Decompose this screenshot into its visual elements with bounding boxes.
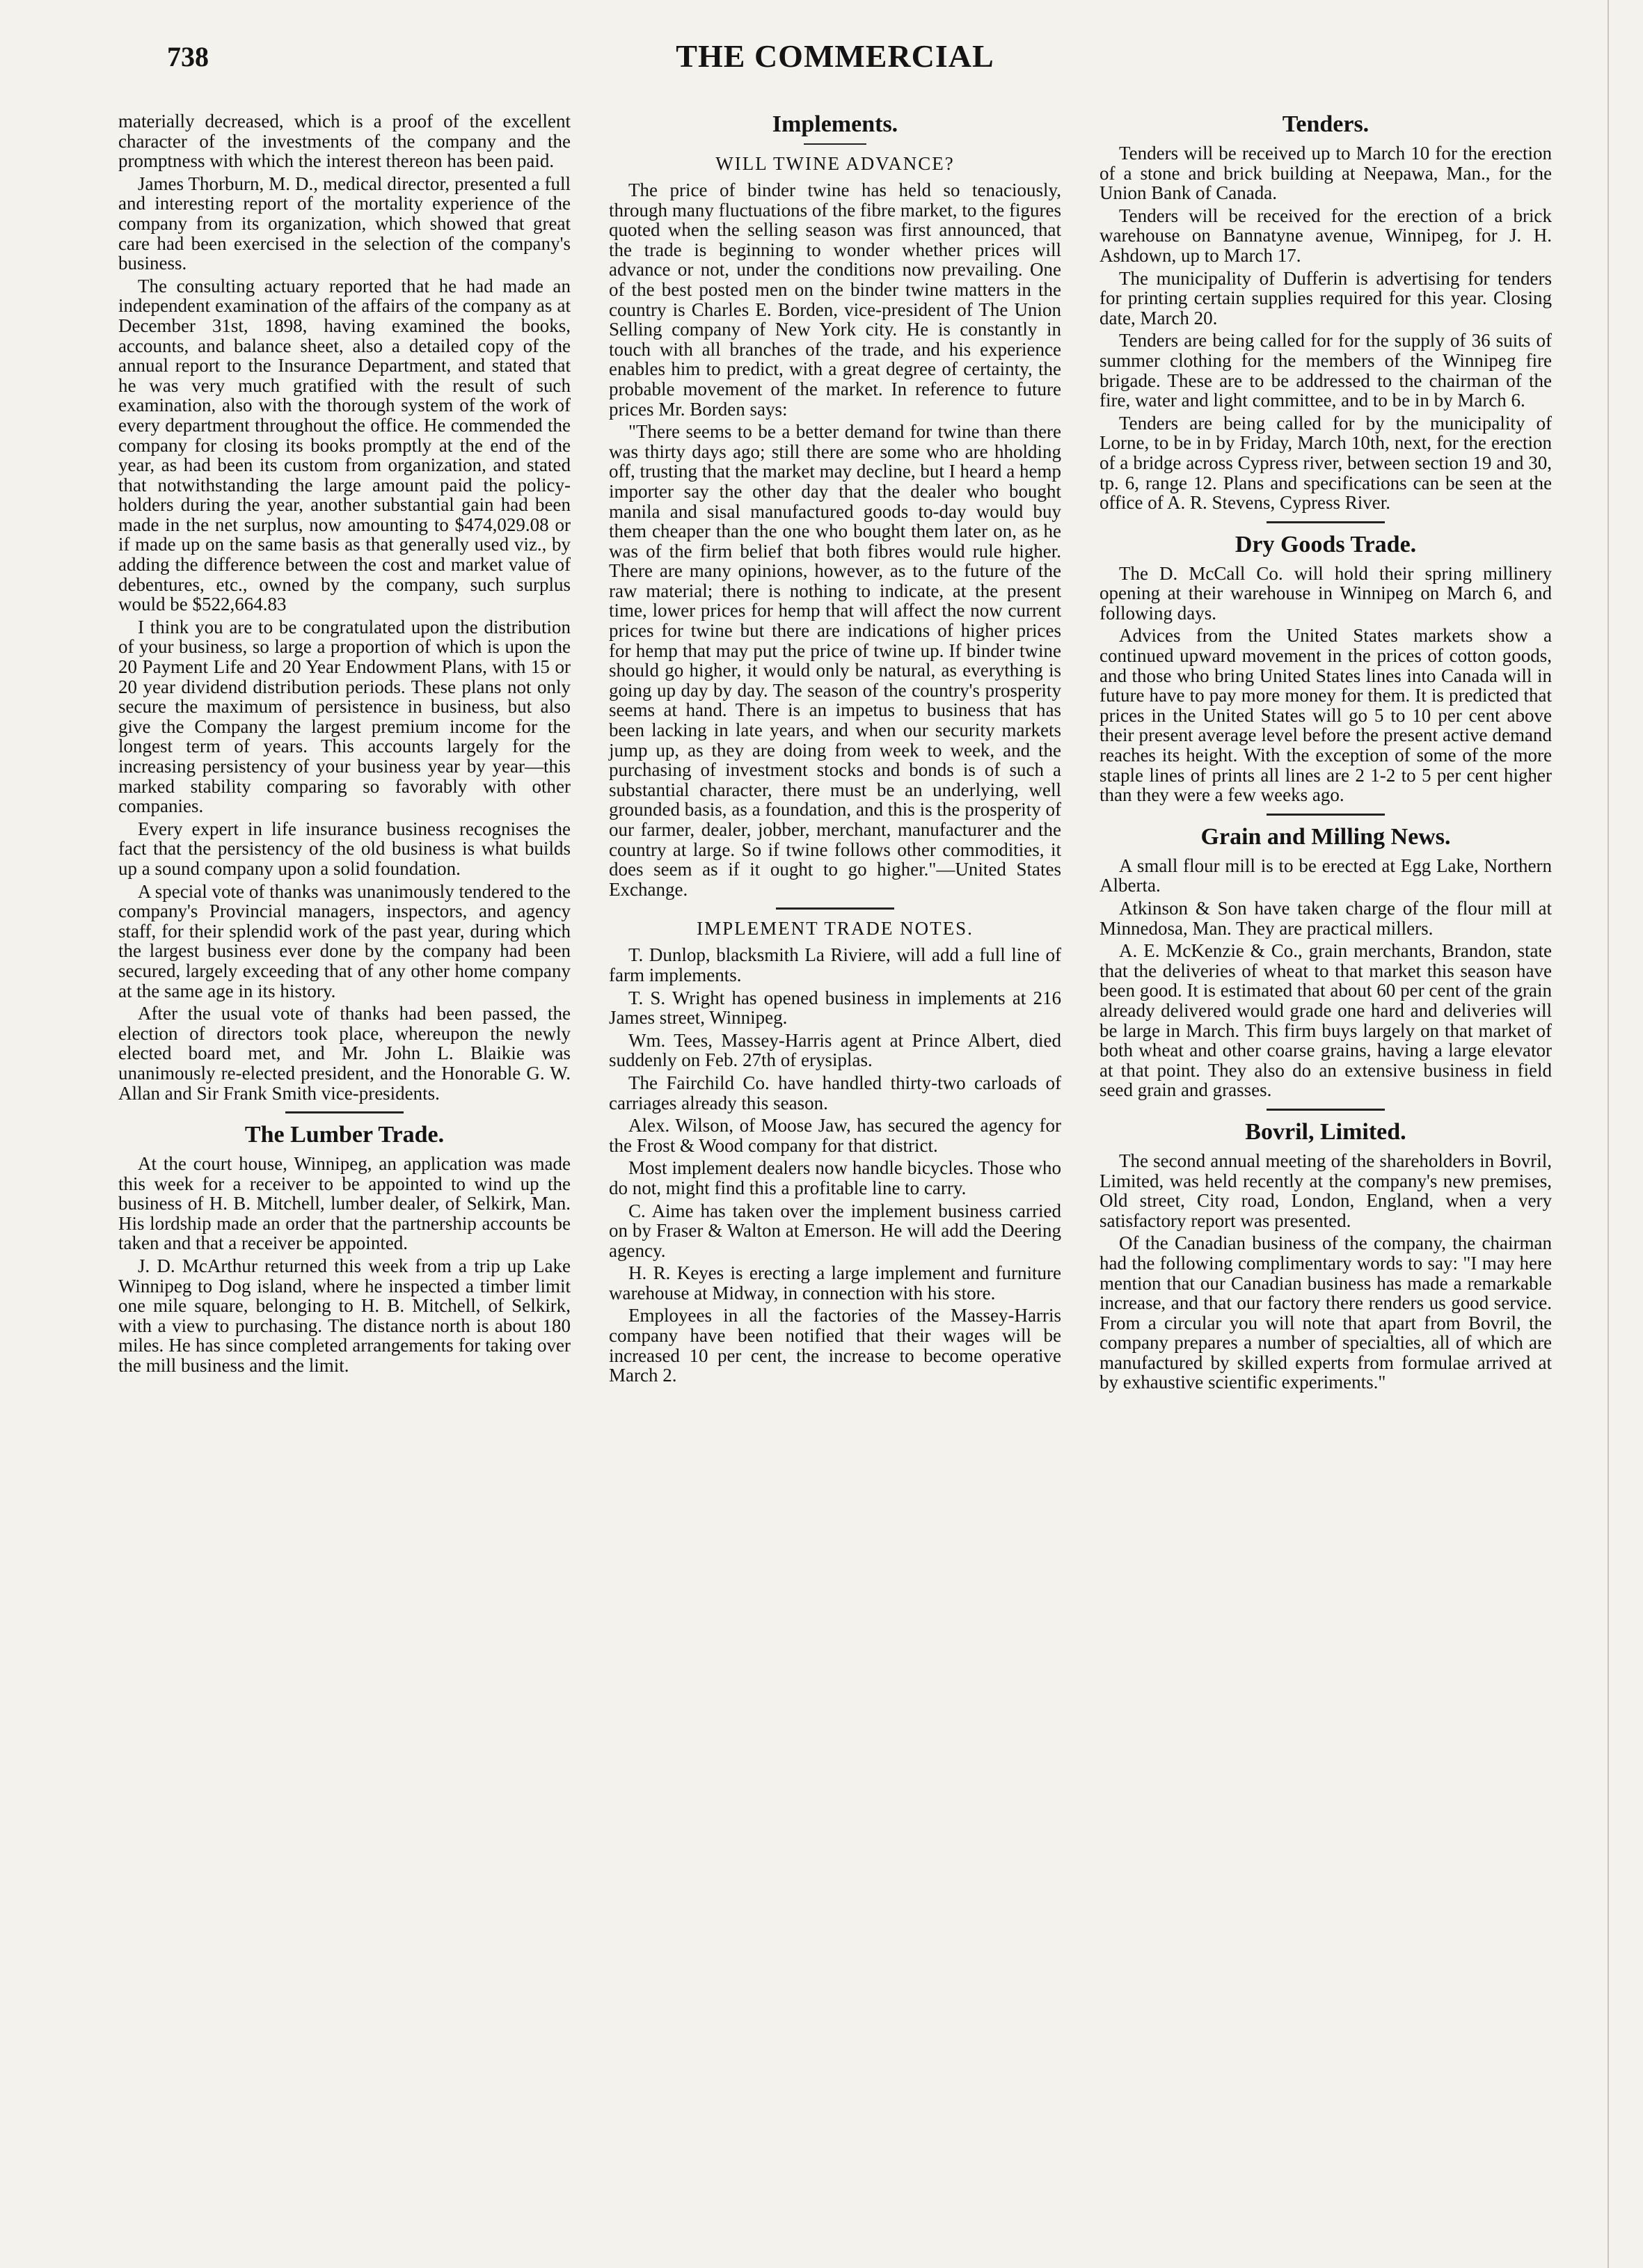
news-item: Tenders will be received up to March 10 for the erection of a stone and brick building at Neepawa, Man., for the Union Bank of Canada. — [1100, 143, 1552, 204]
section-rule — [776, 907, 894, 910]
news-item: Tenders are being called for for the supply of 36 suits of summer clothing for the members of the Winnipeg fire brigade. These are to be addressed to the chairman of the fire, water and light committee, and to be in by March 6. — [1100, 330, 1552, 411]
twine-subheading: WILL TWINE ADVANCE? — [715, 153, 955, 174]
news-item: Of the Canadian business of the company, the chairman had the following complimentary words to say: "I may here mention that our Canadian business has made a remarkable increase, and that our factory there renders us good service. From a circular you will note that apart from Bovril, the company prepares a number of specialties, all of which are manufactured by skilled experts from formulae arrived at by exhaustive scientific experiments." — [1100, 1232, 1552, 1393]
dry-goods-heading: Dry Goods Trade. — [1235, 531, 1417, 557]
news-item: The Fairchild Co. have handled thirty-two carloads of carriages already this season. — [609, 1072, 1061, 1113]
column-middle — [609, 111, 1061, 1388]
news-item: T. Dunlop, blacksmith La Riviere, will add a full line of farm implements. — [609, 944, 1061, 985]
news-item: The second annual meeting of the shareholders in Bovril, Limited, was held recently at the company's new premises, Old street, City road, London, England, when a very satisfactory report was presented. — [1100, 1150, 1552, 1231]
section-rule — [285, 1111, 404, 1113]
news-item: C. Aime has taken over the implement business carried on by Fraser & Walton at Emerson. He will add the Deering agency. — [609, 1200, 1061, 1261]
article-paragraph: After the usual vote of thanks had been passed, the election of directors took place, whereupon the newly elected board met, and Mr. John L. Blaikie was unanimously re-elected president, and the Honorable G. W. Allan and Sir Frank Smith vice-presidents. — [118, 1003, 571, 1104]
column-left — [118, 111, 571, 1379]
page-edge-divider — [1608, 0, 1609, 2268]
news-item: T. S. Wright has opened business in implements at 216 James street, Winnipeg. — [609, 987, 1061, 1029]
grain-milling-heading: Grain and Milling News. — [1200, 823, 1451, 850]
grain-milling-article — [1100, 856, 1552, 1100]
insurance-article — [118, 111, 571, 1103]
page-header — [118, 35, 1552, 90]
lumber-trade-heading: The Lumber Trade. — [244, 1122, 445, 1148]
article-paragraph: Every expert in life insurance business recognises the fact that the persistency of the old business is what builds up a sound company upon a solid foundation. — [118, 818, 571, 879]
news-item: Tenders will be received for the erection of a brick warehouse on Bannatyne avenue, Winnipeg, for J. H. Ashdown, up to March 17. — [1100, 205, 1552, 266]
news-item: Advices from the United States markets show a continued upward movement in the prices of cotton goods, and those who bring United States lines into Canada will in future have to pay more money for them. It is predicted that prices in the United States will go 5 to 10 per cent above their present average level before the present active demand reaches its height. With the exception of some of the more staple lines of prints all lines are 2 1-2 to 5 per cent higher than they were a few weeks ago. — [1100, 625, 1552, 806]
news-item: Alex. Wilson, of Moose Jaw, has secured the agency for the Frost & Wood company for that district. — [609, 1115, 1061, 1156]
article-paragraph: James Thorburn, M. D., medical director, presented a full and interesting report of the mortality experience of the company from its organization, which showed that great care had been exercised in the selection of the company's business. — [118, 173, 571, 274]
news-item: Employees in all the factories of the Massey-Harris company have been notified that their wages will be increased 10 per cent, the increase to become operative March 2. — [609, 1305, 1061, 1386]
news-item: A small flour mill is to be erected at Egg Lake, Northern Alberta. — [1100, 855, 1552, 896]
article-paragraph: At the court house, Winnipeg, an application was made this week for a receiver to be appointed to wind up the business of H. B. Mitchell, lumber dealer, of Selkirk, Man. His lordship made an order that the partnership accounts be taken and that a receiver be appointed. — [118, 1153, 571, 1254]
implement-notes-article — [609, 945, 1061, 1385]
lumber-trade-article — [118, 1154, 571, 1376]
section-rule — [1267, 521, 1385, 523]
section-rule — [1267, 1109, 1385, 1111]
twine-article — [609, 180, 1061, 899]
bovril-heading: Bovril, Limited. — [1245, 1118, 1406, 1145]
news-item: Atkinson & Son have taken charge of the flour mill at Minnedosa, Man. They are practical millers. — [1100, 898, 1552, 939]
dry-goods-article — [1100, 564, 1552, 805]
article-paragraph: A special vote of thanks was unanimously tendered to the company's Provincial managers, inspectors, and agency staff, for their splendid work of the past year, during which the largest business ever done by the company had been secured, largely exceeding that of any other home company at the same age in its history. — [118, 880, 571, 1001]
news-item: H. R. Keyes is erecting a large implement and furniture warehouse at Midway, in connection with his store. — [609, 1262, 1061, 1303]
news-item: Wm. Tees, Massey-Harris agent at Prince Albert, died suddenly on Feb. 27th of erysiplas. — [609, 1029, 1061, 1071]
article-paragraph: materially decreased, which is a proof of the excellent character of the investments of the company and the promptness with which the interest thereon has been paid. — [118, 111, 571, 172]
masthead: THE COMMERCIAL — [676, 38, 994, 74]
bovril-article — [1100, 1151, 1552, 1393]
news-item: Most implement dealers now handle bicycles. Those who do not, might find this a profitable line to carry. — [609, 1157, 1061, 1198]
tenders-heading: Tenders. — [1282, 111, 1370, 137]
news-item: Tenders are being called for by the municipality of Lorne, to be in by Friday, March 10th, next, for the erection of a bridge across Cypress river, between section 19 and 30, tp. 6, range 12. Plans and specifications can be seen at the office of A. R. Stevens, Cypress River. — [1100, 412, 1552, 514]
news-item: A. E. McKenzie & Co., grain merchants, Brandon, state that the deliveries of wheat to that market this season have been good. It is estimated that about 60 per cent of the grain already delivered would grade one hard and deliveries will be large in March. This firm buys largely on that market of both wheat and other coarse grains, having a large elevator at that point. They also do an extensive business in field seed grain and grasses. — [1100, 940, 1552, 1101]
implement-notes-subheading: IMPLEMENT TRADE NOTES. — [697, 918, 974, 939]
page-number: 738 — [167, 41, 209, 72]
tenders-article — [1100, 143, 1552, 513]
section-rule — [1267, 814, 1385, 816]
article-paragraph: The consulting actuary reported that he had made an independent examination of the affairs of the company as at December 31st, 1898, having examined the books, accounts, and balance sheet, also a detailed copy of the annual report to the Insurance Department, and stated that he was very much gratified with the result of such examination, also with the thorough system of the work of every department throughout the office. He commended the company for closing its books promptly at the end of the year, as had been its custom from organization, and stated that notwithstanding the large amount paid the policy-holders during the year, another substantial gain had been made in the net surplus, now amounting to $474,029.08 or if made up on the same basis as that generally used viz., by adding the difference between the cost and market value of debentures, etc., owned by the company, such surplus would be $522,664.83 — [118, 275, 571, 615]
implements-heading: Implements. — [772, 111, 898, 137]
article-paragraph: The price of binder twine has held so tenaciously, through many fluctuations of the fibre market, to the figures quoted when the selling season was first announced, that the trade is beginning to wonder whether prices will advance or not, under the conditions now prevailing. One of the best posted men on the binder twine matters in the country is Charles E. Borden, vice-president of The Union Selling company of New York city. He is constantly in touch with all branches of the trade, and his experience enables him to predict, with a great degree of certainty, the probable movement of the market. In reference to future prices Mr. Borden says: — [609, 180, 1061, 420]
column-right — [1100, 111, 1552, 1395]
newspaper-page — [118, 35, 1552, 2241]
article-paragraph: J. D. McArthur returned this week from a trip up Lake Winnipeg to Dog island, where he inspected a timber limit one mile square, belonging to H. B. Mitchell, of Selkirk, with a view to purchasing. The distance north is about 180 miles. He has since completed arrangements for taking over the mill business and the limit. — [118, 1255, 571, 1377]
news-item: The D. McCall Co. will hold their spring millinery opening at their warehouse in Winnipeg on March 6, and following days. — [1100, 562, 1552, 624]
article-paragraph: "There seems to be a better demand for twine than there was thirty days ago; still there are some who are hholding off, trusting that the market may decline, but I heard a hemp importer say the other day that the dealer who bought manila and sisal manufactured goods to-day would buy them cheaper than the one who bought them later on, as he was of the firm belief that both fibres would rule higher. There are many opinions, however, as to the future of the raw material; there is nothing to indicate, at the present time, lower prices for hemp that will affect the now current prices for twine but there are indications of higher prices for hemp that may put the price of twine up. If binder twine should go higher, it would only be natural, as everything is going up day by day. The season of the country's prosperity seems at hand. There is an impetus to business that has been lacking in late years, and when our security markets jump up, as they are doing from week to week, and the purchasing of investment stocks and bonds is of such a substantial character, there must be an underlying, well grounded basis, as a foundation, and this is the prosperity of our farmer, dealer, jobber, merchant, manufacturer and the country at large. So if twine follows other commodities, it does seem as if it ought to go higher."—United States Exchange. — [609, 421, 1061, 900]
heading-rule — [804, 143, 866, 145]
news-item: The municipality of Dufferin is advertising for tenders for printing certain supplies required for this year. Closing date, March 20. — [1100, 267, 1552, 328]
article-paragraph: I think you are to be congratulated upon the distribution of your business, so large a proportion of which is upon the 20 Payment Life and 20 Year Endowment Plans, with 15 or 20 year dividend distribution periods. These plans not only secure the maximum of persistence in business, but also give the Company the largest premium income for the longest term of years. This accounts largely for the increasing persistency of your business year by year—this marked stability comparing so favorably with other companies. — [118, 616, 571, 817]
